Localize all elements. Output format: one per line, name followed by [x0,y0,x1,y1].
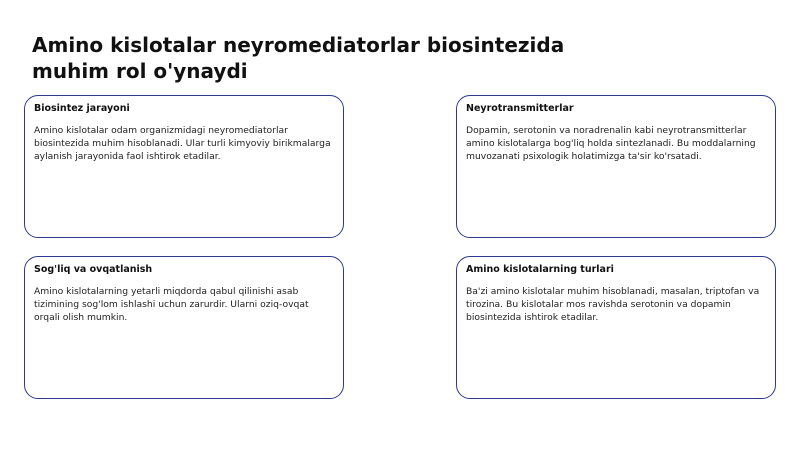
card-heading: Neyrotransmitterlar [466,103,574,114]
card-body: Dopamin, serotonin va noradrenalin kabi neyrotransmitterlar amino kislotalarga bog'liq holda sintezlanadi. Bu moddalarning muvozanati psixologik holatimizga ta'sir ko'rsatadi. [466,125,756,162]
card-heading: Amino kislotalarning turlari [466,264,614,275]
card-neurotransmitters [456,95,776,238]
card-body: Ba'zi amino kislotalar muhim hisoblanadi, masalan, triptofan va tirozina. Bu kislotalar mos ravishda serotonin va dopamin biosintezida ishtirok etadilar. [466,286,760,323]
card-heading: Sog'liq va ovqatlanish [34,264,153,275]
card-biosynthesis [24,95,344,238]
slide-title: Amino kislotalar neyromediatorlar biosintezida muhim rol o'ynaydi [32,33,565,83]
card-body: Amino kislotalar odam organizmidagi neyromediatorlar biosintezida muhim hisoblanadi. Ular turli kimyoviy birikmalarga aylanish jarayonida faol ishtirok etadilar. [34,125,331,162]
card-body: Amino kislotalarning yetarli miqdorda qabul qilinishi asab tizimining sog'lom ishlashi uchun zarurdir. Ularni oziq-ovqat orqali olish mumkin. [34,286,309,323]
card-health-nutrition [24,256,344,399]
card-amino-acid-types [456,256,776,399]
card-heading: Biosintez jarayoni [34,103,130,114]
